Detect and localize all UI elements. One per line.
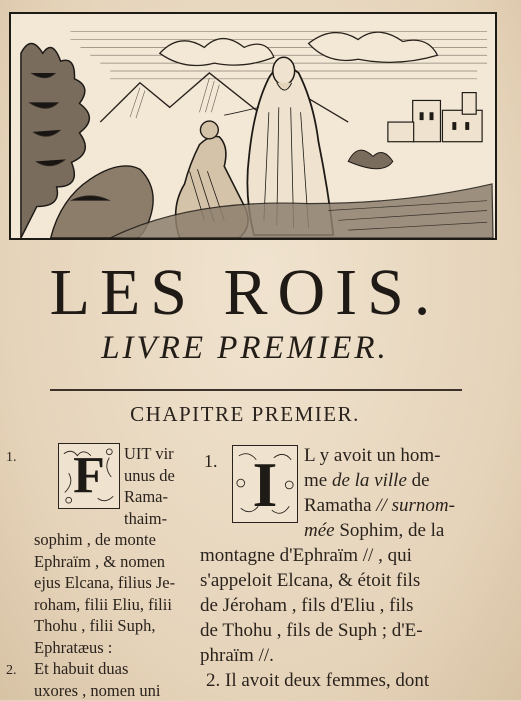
text-line: sophim , de monte: [34, 529, 175, 551]
text-line: UIT vir: [124, 443, 175, 465]
woodcut-illustration: [9, 12, 497, 240]
book-title: LES ROIS.: [0, 255, 490, 331]
text-line: [304, 493, 455, 518]
text-line: unus de: [124, 465, 175, 487]
text-segment: de Thohu , fils de Suph ; d'E-: [200, 620, 423, 641]
text-line: roham, filii Eliu, filii: [34, 594, 175, 616]
text-segment: L y avoit un hom-: [304, 445, 441, 466]
text-line: uxores , nomen uni: [34, 680, 160, 701]
text-segment: s'appeloit Elcana, & étoit fils: [200, 570, 420, 591]
text-line: Ephratæus :: [34, 637, 175, 659]
text-segment: de Jéroham , fils d'Eliu , fils: [200, 595, 413, 616]
verse-number: 2.: [206, 670, 220, 691]
text-line: [200, 568, 423, 593]
french-initial-lines: [304, 443, 455, 543]
text-line: Thohu , filii Suph,: [34, 615, 175, 637]
text-line: Rama-: [124, 486, 175, 508]
text-segment: de: [407, 470, 430, 491]
text-line: thaim-: [124, 508, 175, 530]
text-line: ejus Elcana, filius Je-: [34, 572, 175, 594]
woodcut-scene-image: [11, 14, 495, 238]
text-line: [304, 468, 455, 493]
french-body-lines: [200, 543, 423, 668]
text-segment: montagne d'Ephraïm // , qui: [200, 545, 412, 566]
verse-number: 1.: [204, 449, 218, 474]
text-segment: Ramatha: [304, 495, 376, 516]
text-line: Et habuit duas: [34, 658, 160, 680]
text-line: Il avoit deux femmes, dont: [225, 670, 429, 691]
verse-number: 2.: [6, 660, 17, 682]
horizontal-rule: [50, 389, 462, 391]
latin-initial-lines: [124, 443, 175, 529]
text-line: Ephraïm , & nomen: [34, 551, 175, 573]
book-subtitle: LIVRE PREMIER.: [0, 330, 490, 367]
text-line: [304, 443, 455, 468]
text-line: [304, 518, 455, 543]
initial-letter: I: [233, 446, 297, 522]
text-line: [200, 543, 423, 568]
verse-number: 1.: [6, 447, 17, 469]
text-line: [200, 618, 423, 643]
decorated-initial: [58, 443, 120, 509]
text-segment: // surnom-: [376, 495, 455, 516]
latin-verse2-lines: [34, 658, 160, 701]
text-line: [200, 643, 423, 668]
text-segment: mée: [304, 520, 335, 541]
initial-letter: F: [59, 444, 119, 508]
latin-body-lines: [34, 529, 175, 658]
text-segment: Sophim, de la: [335, 520, 445, 541]
chapter-heading: CHAPITRE PREMIER.: [0, 402, 490, 427]
french-verse2: [206, 668, 429, 693]
decorated-initial: [232, 445, 298, 523]
text-segment: me: [304, 470, 332, 491]
text-segment: phraïm //.: [200, 645, 274, 666]
text-line: [200, 593, 423, 618]
text-segment: de la ville: [332, 470, 407, 491]
